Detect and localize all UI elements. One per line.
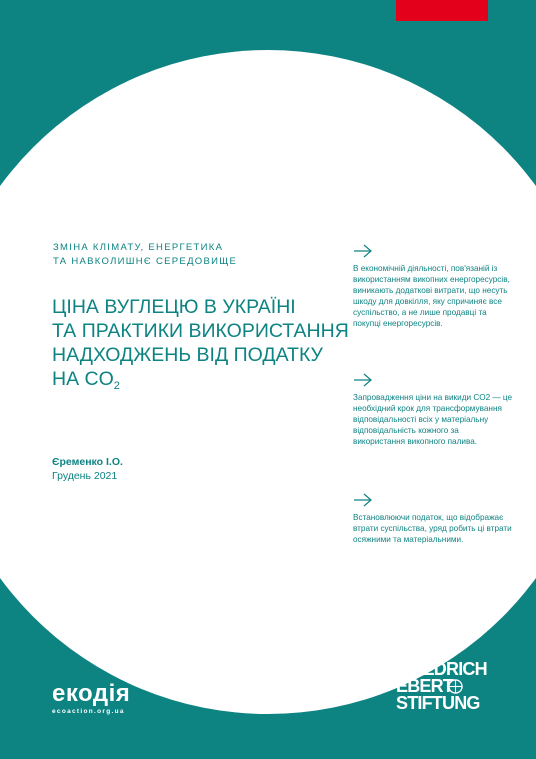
fes-logo	[396, 661, 496, 712]
ecodia-wordmark: екодія	[52, 680, 131, 707]
series-line-1: ЗМІНА КЛІМАТУ, ЕНЕРГЕТИКА	[53, 242, 224, 253]
arrow-right-icon	[353, 244, 373, 258]
callout-3	[353, 493, 513, 545]
publication-date: Грудень 2021	[52, 470, 118, 482]
author-name: Єременко І.О.	[52, 456, 123, 468]
title-line-4-text: НА CO	[52, 368, 114, 390]
callout-2-text: Запровадження ціни на викиди CO2 — це необхідний крок для трансформування відповідальності всіх у матеріальну відповідальність кожного за використання викопного палива.	[353, 393, 513, 446]
title-subscript: 2	[113, 380, 120, 392]
fes-line-3: STIFTUNG	[396, 693, 480, 713]
title-line-4	[52, 367, 352, 398]
callout-2	[353, 373, 513, 447]
ecodia-logo	[52, 682, 130, 715]
series-label	[53, 241, 237, 269]
title-line-1: ЦІНА ВУГЛЕЦЮ В УКРАЇНІ	[52, 296, 296, 318]
document-title	[52, 295, 352, 398]
globe-icon	[448, 679, 463, 694]
title-line-3: НАДХОДЖЕНЬ ВІД ПОДАТКУ	[52, 344, 323, 366]
arrow-right-icon	[353, 493, 373, 507]
red-accent-tab	[396, 0, 488, 21]
callout-3-text: Встановлюючи податок, що відображає втрати суспільства, уряд робить ці втрати осяжними та матеріальними.	[353, 513, 512, 544]
callout-1	[353, 244, 513, 329]
fes-line-2: EBERT	[396, 676, 454, 696]
series-line-2: ТА НАВКОЛИШНЄ СЕРЕДОВИЩЕ	[53, 256, 238, 267]
fes-line-1: FRIEDRICH	[396, 659, 487, 679]
arrow-right-icon	[353, 373, 373, 387]
callout-1-text: В економічній діяльності, пов'язаній із використанням викопних енергоресурсів, виникають додаткові витрати, що несуть шкоду для довкілля, яку спричиняє все суспільство, а не лише продавці та покупці енергоресурсів.	[353, 264, 510, 328]
title-line-2: ТА ПРАКТИКИ ВИКОРИСТАННЯ	[52, 320, 349, 342]
ecodia-url: ecoaction.org.ua	[52, 708, 125, 715]
